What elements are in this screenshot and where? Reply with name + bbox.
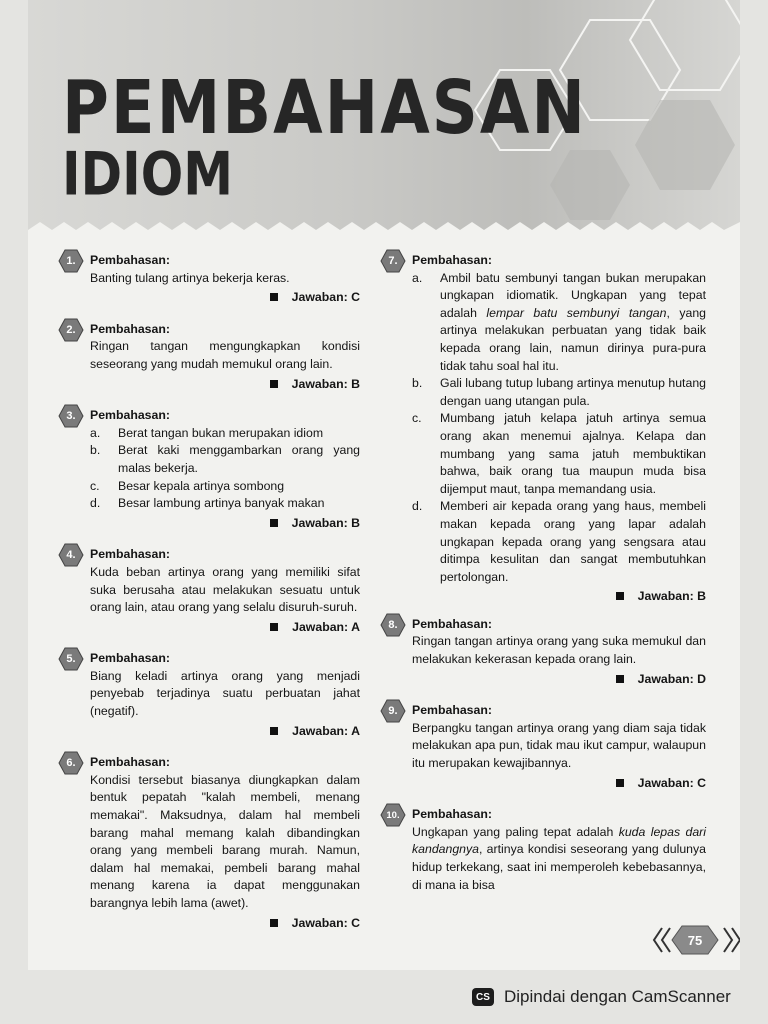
square-bullet-icon — [270, 727, 278, 735]
option-list — [90, 425, 360, 513]
answer-line: Jawaban: A — [90, 619, 360, 637]
item-heading: Pembahasan: — [90, 547, 170, 562]
number-hexagon-badge: 6. — [58, 751, 84, 775]
answer-item-2 — [58, 321, 360, 393]
item-body: Banting tulang artinya bekerja keras. — [90, 270, 290, 285]
answer-line: Jawaban: D — [412, 671, 706, 689]
option-item: d. Besar lambung artinya banyak makan — [90, 496, 325, 511]
square-bullet-icon — [270, 919, 278, 927]
answer-item-1 — [58, 252, 360, 307]
item-heading: Pembahasan: — [90, 651, 170, 666]
answer-line: Jawaban: C — [412, 775, 706, 793]
option-item: b. Gali lubang tutup lubang artinya menutup hutang dengan uang utangan pula. — [412, 376, 706, 408]
item-heading: Pembahasan: — [412, 253, 492, 267]
number-hexagon-badge: 9. — [380, 699, 406, 723]
square-bullet-icon — [270, 293, 278, 301]
answer-line: Jawaban: C — [90, 289, 360, 307]
answer-item-7 — [380, 252, 706, 606]
zigzag-border-decoration — [28, 218, 740, 242]
option-list — [412, 270, 706, 587]
page-subtitle: IDIOM — [62, 139, 233, 209]
right-column — [380, 252, 706, 894]
answer-item-5 — [58, 650, 360, 740]
option-item: a. Berat tangan bukan merupakan idiom — [90, 425, 324, 440]
item-heading: Pembahasan: — [90, 408, 170, 423]
answer-line: Jawaban: B — [90, 376, 360, 394]
item-body: Berpangku tangan artinya orang yang diam saja tidak melakukan apa pun, tidak mau ikut campur, walaupun itu merupakan kewajibannya. — [412, 720, 706, 771]
answer-item-8 — [380, 616, 706, 688]
header-banner — [28, 0, 740, 230]
item-body: Biang keladi artinya orang yang menjadi penyebab terjadinya suatu perbuatan jahat (negatif). — [90, 668, 360, 719]
number-hexagon-badge: 5. — [58, 647, 84, 671]
item-body: Ringan tangan mengungkapkan kondisi seseorang yang mudah memukul orang lain. — [90, 339, 360, 371]
item-heading: Pembahasan: — [412, 616, 492, 631]
item-heading: Pembahasan: — [412, 703, 492, 718]
number-hexagon-badge: 4. — [58, 543, 84, 567]
answer-line: Jawaban: B — [412, 588, 706, 606]
option-item: c. Mumbang jatuh kelapa jatuh artinya semua orang akan menemui ajalnya. Kelapa dan mumbang yang sama jatuh membuktikan bahwa, baik orang tua maupun muda bisa dijemput maut, tanpa memandang usia. — [412, 411, 706, 496]
number-hexagon-badge: 1. — [58, 249, 84, 273]
option-item: d. Memberi air kepada orang yang haus, membeli makan kepada orang yang lapar adalah ungkapan kepada orang yang sengsara atau ditimpa kesulitan dan sangat membutuhkan pertolongan. — [412, 499, 706, 584]
answer-item-10 — [380, 806, 706, 894]
number-hexagon-badge: 7. — [380, 249, 406, 273]
item-body: Kuda beban artinya orang yang memiliki sifat suka berusaha atau melakukan sesuatu untuk orang lain, atau orang yang selalu disuruh-suruh. — [90, 564, 360, 615]
page — [28, 0, 740, 970]
option-item: b. Berat kaki menggambarkan orang yang malas bekerja. — [90, 443, 360, 475]
svg-text:75: 75 — [687, 933, 703, 948]
number-hexagon-badge: 2. — [58, 318, 84, 342]
square-bullet-icon — [616, 592, 624, 600]
item-body: Kondisi tersebut biasanya diungkapkan dalam bentuk pepatah "kalah membeli, menang memakai". Maksudnya, dalam hal membeli barang mahal memang kalah dibandingkan orang yang membeli barang murah. Namun, dalam hal memakai, pembeli barang mahal menang karena ia dapat menggunakan barangnya lebih lama (awet). — [90, 772, 360, 910]
page-title: PEMBAHASAN — [62, 66, 587, 152]
square-bullet-icon — [270, 519, 278, 527]
square-bullet-icon — [616, 779, 624, 787]
item-heading: Pembahasan: — [412, 807, 492, 822]
number-hexagon-badge: 10. — [380, 803, 406, 827]
answer-line: Jawaban: B — [90, 515, 360, 533]
number-hexagon-badge: 3. — [58, 404, 84, 428]
answer-line: Jawaban: C — [90, 915, 360, 933]
answer-item-4 — [58, 546, 360, 636]
item-body: Ringan tangan artinya orang yang suka memukul dan melakukan kekerasan kepada orang lain. — [412, 634, 706, 667]
option-item: a. Ambil batu sembunyi tangan bukan merupakan ungkapan idiomatik. Ungkapan yang tepat adalah lempar batu sembunyi tangan, yang artinya melakukan perbuatan yang tidak baik kepada orang lain, namun dirinya pura-pura tidak tahu soal hal itu. — [412, 270, 706, 373]
answer-line: Jawaban: A — [90, 723, 360, 741]
option-item: c. Besar kepala artinya sombong — [90, 478, 285, 493]
square-bullet-icon — [270, 380, 278, 388]
answer-item-9 — [380, 702, 706, 792]
page-number-badge — [652, 922, 740, 958]
watermark-text: Dipindai dengan CamScanner — [504, 987, 731, 1006]
camscanner-logo-icon: CS — [472, 988, 494, 1006]
answer-item-3 — [58, 407, 360, 532]
square-bullet-icon — [616, 675, 624, 683]
left-column — [58, 252, 360, 932]
scanner-watermark — [472, 984, 731, 1010]
number-hexagon-badge: 8. — [380, 613, 406, 637]
item-heading: Pembahasan: — [90, 755, 170, 770]
answer-item-6 — [58, 754, 360, 932]
item-heading: Pembahasan: — [90, 253, 170, 267]
square-bullet-icon — [270, 623, 278, 631]
item-heading: Pembahasan: — [90, 321, 170, 336]
item-body: Ungkapan yang paling tepat adalah kuda lepas dari kandangnya, artinya kondisi seseorang yang dulunya hidup terkekang, saat ini memperoleh kebebasannya, di mana ia bisa — [412, 824, 706, 892]
